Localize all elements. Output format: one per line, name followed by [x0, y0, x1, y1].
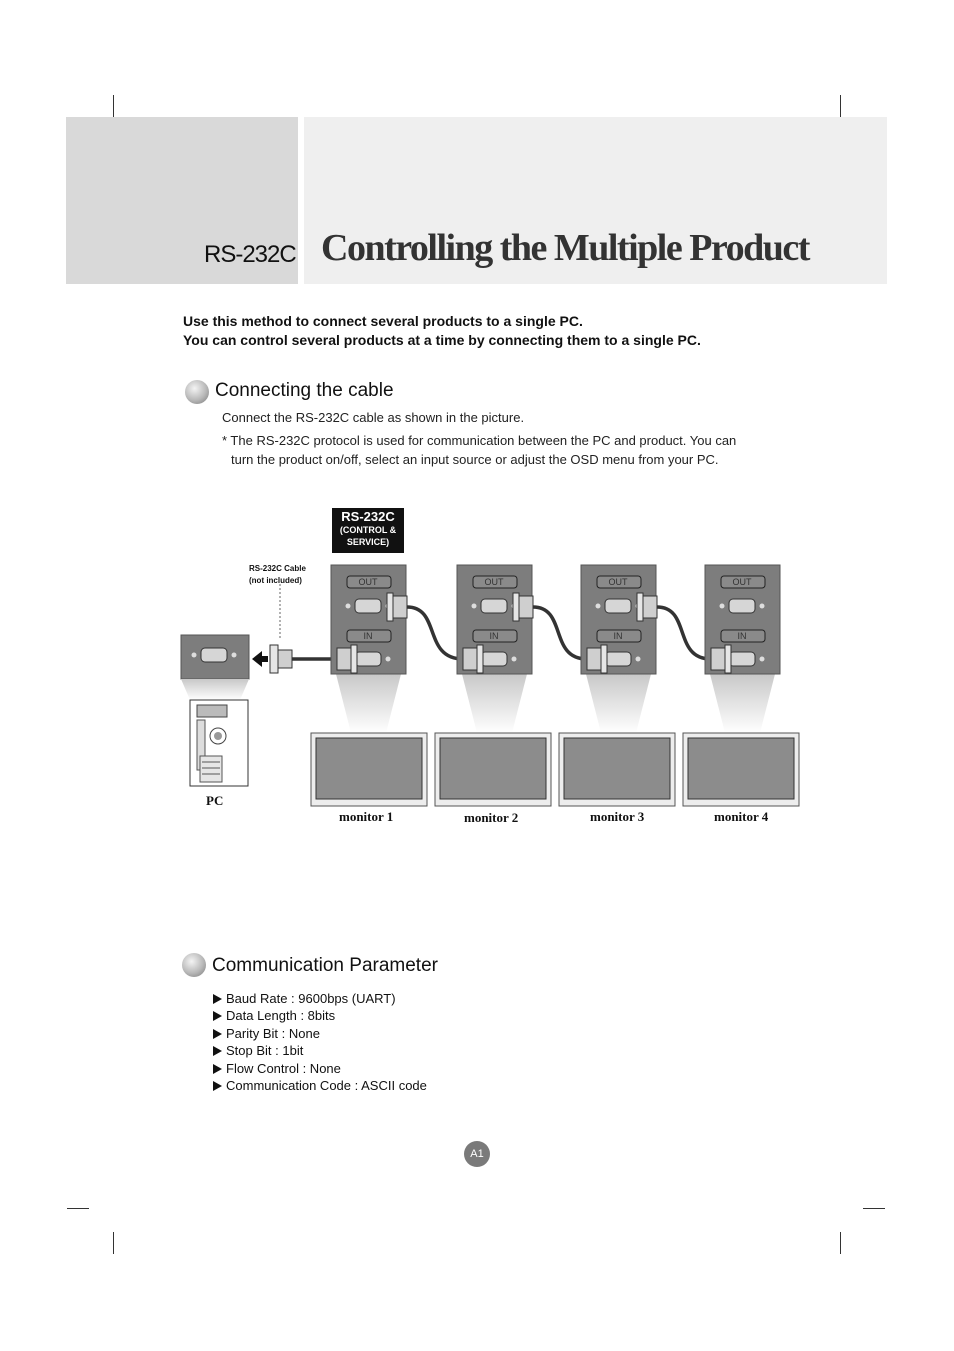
- screw-icon: [636, 657, 641, 662]
- page-number: A1: [464, 1141, 490, 1167]
- rs232c-cable: [657, 607, 711, 659]
- screw-icon: [760, 657, 765, 662]
- port-in-label: IN: [613, 631, 623, 641]
- screw-icon: [760, 604, 765, 609]
- param-text: Stop Bit : 1bit: [226, 1043, 304, 1059]
- crop-mark: [67, 1208, 89, 1209]
- intro-line: You can control several products at a time by connecting them to a single PC.: [183, 332, 701, 348]
- monitor-label: monitor 2: [464, 810, 519, 825]
- rs232c-cable: [533, 607, 587, 659]
- triangle-bullet-icon: [213, 1011, 222, 1021]
- serial-port-out: [481, 599, 507, 613]
- port-in-label: IN: [363, 631, 373, 641]
- connecting-heading: Connecting the cable: [215, 380, 394, 401]
- section-label: RS-232C: [204, 241, 296, 268]
- triangle-bullet-icon: [213, 1064, 222, 1074]
- screw-icon: [720, 604, 725, 609]
- connecting-note: * The RS-232C protocol is used for communication between the PC and product. You can: [222, 433, 737, 448]
- monitor-beam: [710, 674, 775, 733]
- port-out-label: OUT: [484, 577, 504, 587]
- cable-connector-out: [393, 596, 407, 618]
- param-text: Flow Control : None: [226, 1060, 341, 1076]
- cable-connector-out: [643, 596, 657, 618]
- diagram-graphic: [170, 500, 810, 830]
- triangle-bullet-icon: [213, 1029, 222, 1039]
- list-item: [213, 990, 427, 1007]
- port-out-label: OUT: [732, 577, 752, 587]
- list-item: [213, 1025, 427, 1042]
- comm-heading: Communication Parameter: [212, 955, 438, 976]
- serial-port-in: [355, 652, 381, 666]
- triangle-bullet-icon: [213, 1046, 222, 1056]
- monitor-label: monitor 3: [590, 809, 645, 824]
- triangle-bullet-icon: [213, 1081, 222, 1091]
- crop-mark: [113, 1232, 114, 1254]
- list-item: [213, 1007, 427, 1024]
- cable-connector-out: [387, 593, 393, 621]
- param-text: Communication Code : ASCII code: [226, 1078, 427, 1094]
- monitor-screen: [440, 738, 546, 799]
- cable-connector-out: [519, 596, 533, 618]
- connection-diagram: [170, 500, 810, 830]
- pc-tower-icon: [190, 700, 248, 786]
- param-text: Parity Bit : None: [226, 1025, 320, 1041]
- cable-connector-in: [477, 645, 483, 673]
- port-in-label: IN: [737, 631, 747, 641]
- screw-icon: [386, 657, 391, 662]
- monitor-label: monitor 4: [714, 809, 769, 824]
- page-title: Controlling the Multiple Product: [321, 227, 809, 269]
- cable-connector-in: [711, 648, 725, 670]
- crop-mark: [863, 1208, 885, 1209]
- cable-label: RS-232C Cable: [249, 564, 306, 573]
- serial-port-in: [605, 652, 631, 666]
- cable-connector-in: [337, 648, 351, 670]
- monitor-beam: [336, 674, 401, 733]
- rs232c-tag-sub: SERVICE): [346, 537, 390, 547]
- screw-icon: [596, 604, 601, 609]
- section-bullet-icon: [185, 380, 209, 404]
- rs232c-tag-title: RS-232C: [341, 509, 395, 524]
- screw-icon: [346, 604, 351, 609]
- intro-line: Use this method to connect several products to a single PC.: [183, 313, 583, 329]
- param-text: Data Length : 8bits: [226, 1008, 336, 1024]
- port-out-label: OUT: [358, 577, 378, 587]
- connecting-note: turn the product on/off, select an input source or adjust the OSD menu from your PC.: [231, 452, 719, 467]
- serial-port-in: [481, 652, 507, 666]
- rs232c-tag-sub: (CONTROL &: [339, 525, 397, 535]
- section-bullet-icon: [182, 953, 206, 977]
- screw-icon: [192, 653, 197, 658]
- monitor-beam: [586, 674, 651, 733]
- pc-label: PC: [206, 793, 224, 808]
- screw-icon: [512, 657, 517, 662]
- arrow-icon: [252, 651, 268, 667]
- port-out-label: OUT: [608, 577, 628, 587]
- monitor-beam: [462, 674, 527, 733]
- triangle-bullet-icon: [213, 994, 222, 1004]
- serial-port-out: [729, 599, 755, 613]
- connecting-text: Connect the RS-232C cable as shown in the picture.: [222, 410, 525, 425]
- comm-param-list: [213, 990, 427, 1094]
- pc-beam: [181, 679, 249, 700]
- serial-port-out: [355, 599, 381, 613]
- cable-connector-out: [513, 593, 519, 621]
- pc-cable-connector: [270, 645, 292, 673]
- pc-serial-port: [201, 648, 227, 662]
- serial-port-in: [729, 652, 755, 666]
- crop-mark: [840, 1232, 841, 1254]
- screw-icon: [472, 604, 477, 609]
- serial-port-out: [605, 599, 631, 613]
- monitor-label: monitor 1: [339, 809, 394, 824]
- rs232c-cable: [407, 607, 463, 659]
- cable-connector-in: [463, 648, 477, 670]
- cable-connector-out: [637, 593, 643, 621]
- crop-mark: [840, 95, 841, 117]
- port-in-label: IN: [489, 631, 499, 641]
- monitor-screen: [688, 738, 794, 799]
- intro-text: [183, 312, 701, 350]
- list-item: [213, 1060, 427, 1077]
- monitor-screen: [564, 738, 670, 799]
- list-item: [213, 1077, 427, 1094]
- param-text: Baud Rate : 9600bps (UART): [226, 991, 396, 1006]
- crop-mark: [113, 95, 114, 117]
- monitor-screen: [316, 738, 422, 799]
- cable-label: (not included): [249, 576, 302, 585]
- cable-connector-in: [725, 645, 731, 673]
- cable-connector-in: [587, 648, 601, 670]
- screw-icon: [232, 653, 237, 658]
- cable-connector-in: [601, 645, 607, 673]
- list-item: [213, 1042, 427, 1059]
- cable-connector-in: [351, 645, 357, 673]
